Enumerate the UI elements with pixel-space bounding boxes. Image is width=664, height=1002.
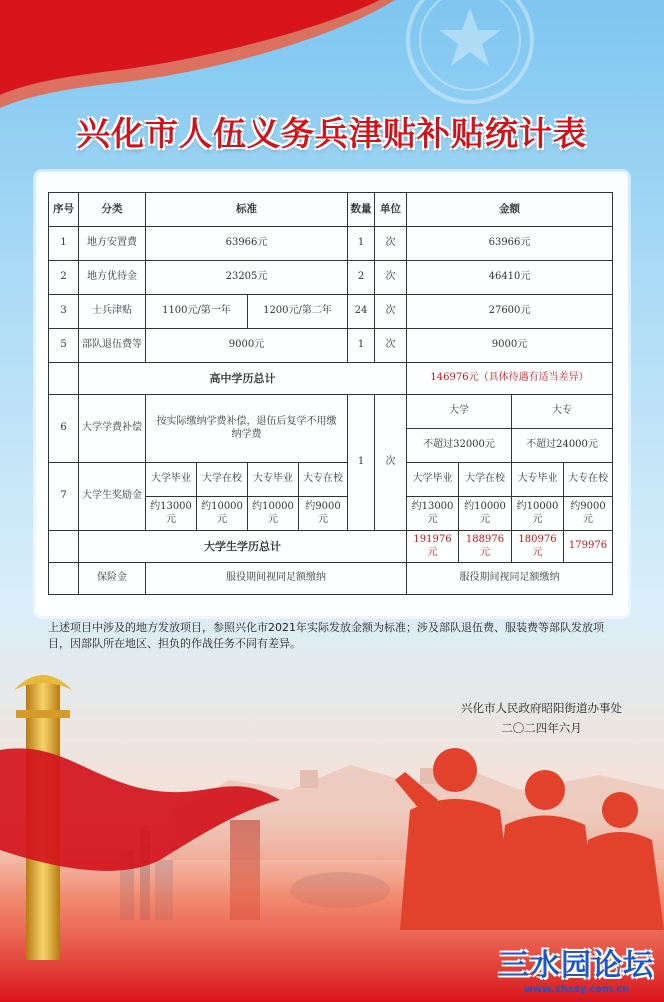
row-amount: 63966元 <box>407 227 613 261</box>
bonus-standard-label: 大专毕业 <box>248 463 299 497</box>
bonus-standard-value: 约9000元 <box>299 497 348 531</box>
bonus-standard-label: 大学在校 <box>197 463 248 497</box>
signature-org: 兴化市人民政府昭阳街道办事处 <box>461 701 622 715</box>
row-standard: 服役期间视同足额缴纳 <box>146 563 407 595</box>
high-school-total-value: 146976元（具体待遇有适当差异） <box>407 363 613 395</box>
row-standard-first-year: 1100元/第一年 <box>146 295 248 329</box>
bonus-label-row <box>49 463 613 497</box>
row-unit: 次 <box>375 329 407 363</box>
row-category: 大学生奖励金 <box>79 463 146 531</box>
subsidy-table <box>48 192 613 595</box>
header-category: 分类 <box>79 193 146 227</box>
row-quantity: 1 <box>348 329 375 363</box>
college-total-value: 179976 <box>564 531 613 563</box>
header-decoration <box>0 0 664 120</box>
row-amount: 27600元 <box>407 295 613 329</box>
tuition-row <box>49 395 613 429</box>
bonus-standard-value: 约10000元 <box>197 497 248 531</box>
table-row <box>49 329 613 363</box>
watermark <box>499 940 654 995</box>
row-quantity: 1 <box>348 395 375 531</box>
table-header-row <box>49 193 613 227</box>
college-total-value: 180976元 <box>512 531 564 563</box>
row-unit: 次 <box>375 261 407 295</box>
row-standard: 按实际缴纳学费补偿，退伍后复学不用缴纳学费 <box>146 395 348 463</box>
college-total-row <box>49 531 613 563</box>
row-category: 部队退伍费等 <box>79 329 146 363</box>
tuition-limit-college: 不超过24000元 <box>512 429 613 463</box>
bonus-amount-value: 约9000元 <box>564 497 613 531</box>
star-emblem-icon <box>408 0 532 102</box>
row-quantity: 24 <box>348 295 375 329</box>
bonus-standard-value: 约10000元 <box>248 497 299 531</box>
row-no: 1 <box>49 227 79 261</box>
bonus-standard-value: 约13000元 <box>146 497 197 531</box>
header-standard: 标准 <box>146 193 348 227</box>
header-no: 序号 <box>49 193 79 227</box>
header-quantity: 数量 <box>348 193 375 227</box>
table-row <box>49 261 613 295</box>
row-standard: 9000元 <box>146 329 348 363</box>
bonus-amount-value: 约13000元 <box>407 497 459 531</box>
tuition-limit-university: 不超过32000元 <box>407 429 512 463</box>
watermark-url: www.xhssy.com.cn <box>523 984 630 995</box>
signature-date: 二〇二四年六月 <box>501 721 582 735</box>
row-unit: 次 <box>375 395 407 531</box>
high-school-total-label: 高中学历总计 <box>79 363 407 395</box>
row-unit: 次 <box>375 295 407 329</box>
row-amount: 9000元 <box>407 329 613 363</box>
row-quantity: 1 <box>348 227 375 261</box>
college-total-value: 191976元 <box>407 531 459 563</box>
row-standard: 23205元 <box>146 261 348 295</box>
college-total-value: 188976元 <box>459 531 512 563</box>
row-category: 士兵津贴 <box>79 295 146 329</box>
row-quantity: 2 <box>348 261 375 295</box>
bonus-amount-label: 大学毕业 <box>407 463 459 497</box>
table-row <box>49 295 613 329</box>
row-category: 地方安置费 <box>79 227 146 261</box>
header-unit: 单位 <box>375 193 407 227</box>
row-no: 5 <box>49 329 79 363</box>
saluting-soldiers-icon <box>395 748 664 930</box>
row-unit: 次 <box>375 227 407 261</box>
bonus-amount-value: 约10000元 <box>459 497 512 531</box>
row-category: 地方优待金 <box>79 261 146 295</box>
tuition-col-university: 大学 <box>407 395 512 429</box>
high-school-total-row <box>49 363 613 395</box>
row-no: 2 <box>49 261 79 295</box>
table-row <box>49 227 613 261</box>
college-total-label: 大学生学历总计 <box>79 531 407 563</box>
bonus-amount-label: 大学在校 <box>459 463 512 497</box>
row-standard-second-year: 1200元/第二年 <box>248 295 348 329</box>
bonus-amount-value: 约10000元 <box>512 497 564 531</box>
bonus-standard-label: 大专在校 <box>299 463 348 497</box>
watermark-brand: 三水园论坛 <box>499 948 654 983</box>
row-no: 3 <box>49 295 79 329</box>
row-amount: 服役期间视同足额缴纳 <box>407 563 613 595</box>
row-no: 7 <box>49 463 79 531</box>
bonus-amount-label: 大专在校 <box>564 463 613 497</box>
insurance-row <box>49 563 613 595</box>
row-amount: 46410元 <box>407 261 613 295</box>
row-standard: 63966元 <box>146 227 348 261</box>
tuition-col-college: 大专 <box>512 395 613 429</box>
page-title: 兴化市人伍义务兵津贴补贴统计表 <box>77 114 587 153</box>
row-no: 6 <box>49 395 79 463</box>
header-amount: 金额 <box>407 193 613 227</box>
bonus-standard-label: 大学毕业 <box>146 463 197 497</box>
row-category: 保险金 <box>79 563 146 595</box>
row-category: 大学学费补偿 <box>79 395 146 463</box>
footnote: 上述项目中涉及的地方发放项目，参照兴化市2021年实际发放金额为标准；涉及部队退伍费、服装费等部队发放项目，因部队所在地区、担负的作战任务不同有差异。 <box>48 621 604 650</box>
bonus-amount-label: 大专毕业 <box>512 463 564 497</box>
